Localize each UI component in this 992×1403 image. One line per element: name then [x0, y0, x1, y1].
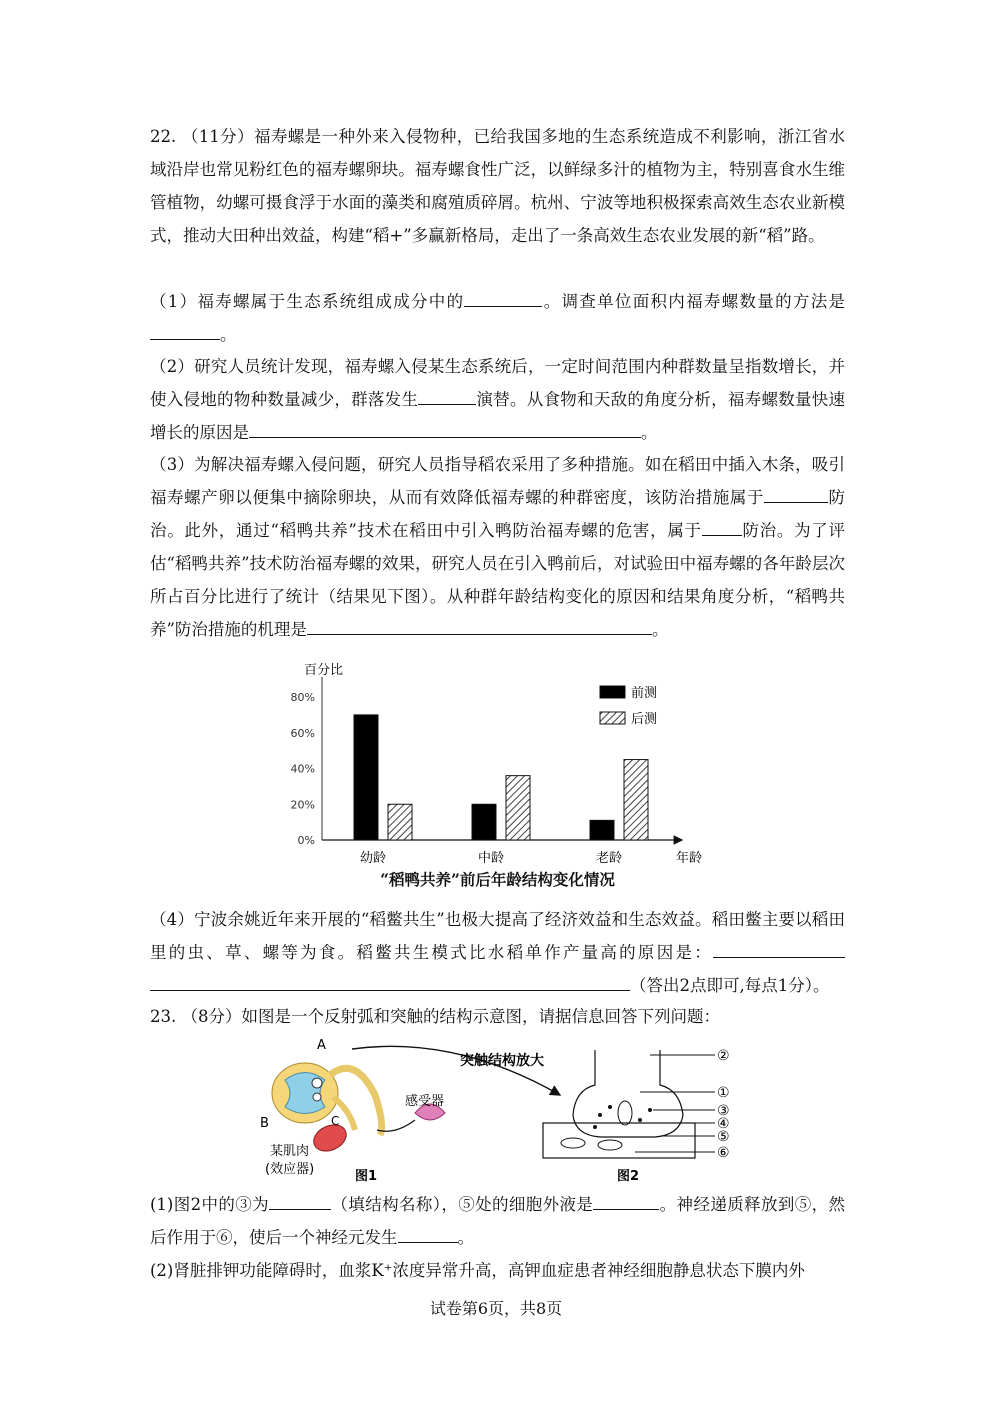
q23-s1-text-a: (1)图2中的③为: [150, 1195, 270, 1214]
q23-s1-text-b: （填结构名称），⑤处的细胞外液是: [331, 1195, 594, 1214]
reflex-arc-figure: [255, 1035, 765, 1190]
spinal-cord-illustration: [272, 1063, 382, 1135]
y-axis-label: 百分比: [304, 663, 344, 678]
legend-swatch: [600, 686, 625, 698]
marker-4: ④: [717, 1116, 730, 1132]
q22-p3-text-b: 防治。此外，通过“稻鸭共养”技术在稻田中引入鸭防治福寿螺的危害，属于: [150, 488, 846, 540]
q23-part2: (2)肾脏排钾功能障碍时，血浆K⁺浓度异常升高，高钾血症患者神经细胞静息状态下膜内外: [150, 1261, 805, 1280]
answer-blank[interactable]: [713, 939, 845, 958]
answer-blank[interactable]: [702, 517, 742, 536]
marker-2: ②: [717, 1048, 730, 1064]
legend-label: 后测: [631, 712, 658, 727]
q22-part1: [150, 285, 845, 351]
q22-p4-text-a: （4）宁波余姚近年来开展的“稻鳖共生”也极大提高了经济效益和生态效益。稻田鳖主要以稻田里的虫、草、螺等为食。稻鳖共生模式比水稻单作产量高的原因是：: [150, 910, 845, 962]
x-axis-label: 年龄: [676, 851, 703, 866]
muscle-illustration: [310, 1120, 351, 1156]
x-tick-label: 幼龄: [359, 851, 387, 866]
label-a: A: [317, 1038, 326, 1053]
label-c: C: [331, 1114, 340, 1128]
q22-p2-text-b: 演替。从食物和天敌的角度分析，福寿螺数量快速增长的原因是: [150, 390, 846, 442]
answer-blank[interactable]: [249, 419, 641, 438]
q22-p3-text-c: 防治。为了评估“稻鸭共养”技术防治福寿螺的效果，研究人员在引入鸭前后，对试验田中福寿螺的各年龄层次所占百分比进行了统计（结果见下图）。从种群年龄结构变化的原因和结果角度分析，“稻鸭共养”防治措施的机理是: [150, 521, 846, 639]
marker-6: ⑥: [717, 1145, 730, 1161]
answer-blank[interactable]: [150, 321, 220, 340]
y-tick-label: 60%: [290, 726, 315, 740]
marker-1: ①: [717, 1085, 730, 1101]
answer-blank[interactable]: [269, 1191, 331, 1210]
age-structure-chart: [270, 655, 710, 895]
bar-post-1: [506, 776, 530, 840]
page-footer: 试卷第6页，共8页: [429, 1299, 563, 1318]
legend-swatch: [600, 712, 625, 724]
q23-s1-text-c: 。神经递质释放到⑤，然后作用于⑥，使后一个神经元发生: [150, 1195, 846, 1247]
answer-blank[interactable]: [398, 1224, 458, 1243]
bar-pre-1: [472, 804, 496, 840]
answer-blank[interactable]: [464, 288, 542, 307]
answer-blank[interactable]: [150, 972, 630, 991]
marker-3: ③: [717, 1103, 730, 1119]
answer-blank[interactable]: [307, 616, 652, 635]
q22-p2-text-a: （2）研究人员统计发现，福寿螺入侵某生态系统后，一定时间范围内种群数量呈指数增长，并使入侵地的物种数量减少，群落发生: [150, 357, 845, 409]
bar-pre-2: [590, 820, 614, 840]
answer-blank[interactable]: [418, 386, 476, 405]
q22-p1-text-b: 。调查单位面积内福寿螺数量的方法是: [542, 292, 846, 311]
q23-s1-text-d: 。: [457, 1228, 474, 1247]
y-tick-label: 20%: [290, 798, 315, 812]
bar-post-2: [624, 760, 648, 840]
figure1-label: 图1: [355, 1169, 378, 1184]
q23-intro: 23. （8分）如图是一个反射弧和突触的结构示意图，请据信息回答下列问题：: [150, 1007, 720, 1026]
muscle-label: 某肌肉: [270, 1144, 310, 1159]
q23-part1: [150, 1188, 845, 1254]
receptor-label: 感受器: [405, 1094, 445, 1109]
x-tick-label: 中龄: [477, 851, 505, 866]
label-b: B: [260, 1116, 269, 1131]
x-tick-label: 老龄: [595, 851, 623, 866]
arrow-label: 突触结构放大: [460, 1053, 544, 1069]
q22-intro: 22. （11分）福寿螺是一种外来入侵物种，已给我国多地的生态系统造成不利影响，浙江省水域沿岸也常见粉红色的福寿螺卵块。福寿螺食性广泛，以鲜绿多汁的植物为主，特别喜食水生维管植物，幼螺可摄食浮于水面的藻类和腐殖质碎屑。杭州、宁波等地积极探索高效生态农业新模式，推动大田种出效益，构建“稻+”多赢新格局，走出了一条高效生态农业发展的新“稻”路。: [150, 127, 845, 245]
q22-p2-text-c: 。: [641, 423, 658, 442]
y-tick-label: 0%: [297, 834, 315, 847]
answer-blank[interactable]: [593, 1191, 659, 1210]
q22-p1-text-c: 。: [220, 325, 237, 344]
bar-post-0: [388, 804, 412, 840]
q22-part2: [150, 350, 845, 449]
q22-p3-text-d: 。: [651, 620, 669, 639]
q22-part3: [150, 448, 845, 646]
marker-5: ⑤: [717, 1129, 730, 1145]
legend-label: 前测: [631, 686, 658, 701]
q22-part4: [150, 903, 845, 1002]
chart-caption: “稻鸭共养”前后年龄结构变化情况: [380, 870, 615, 889]
synapse-illustration: [543, 1050, 695, 1158]
effector-label: (效应器): [265, 1162, 315, 1177]
figure2-label: 图2: [617, 1169, 640, 1184]
reflex-arc-svg: [255, 1035, 765, 1185]
y-tick-label: 40%: [290, 762, 315, 776]
answer-blank[interactable]: [764, 484, 828, 503]
bar-pre-0: [354, 715, 378, 840]
q22-p1-text-a: （1）福寿螺属于生态系统组成成分中的: [150, 292, 465, 311]
age-structure-chart-svg: [270, 655, 710, 870]
y-tick-label: 80%: [290, 691, 315, 704]
q22-p4-text-b: （答出2点即可,每点1分）。: [630, 976, 830, 995]
q22-p3-text-a: （3）为解决福寿螺入侵问题，研究人员指导稻农采用了多种措施。如在稻田中插入木条，吸引福寿螺产卵以便集中摘除卵块，从而有效降低福寿螺的种群密度，该防治措施属于: [150, 455, 845, 507]
